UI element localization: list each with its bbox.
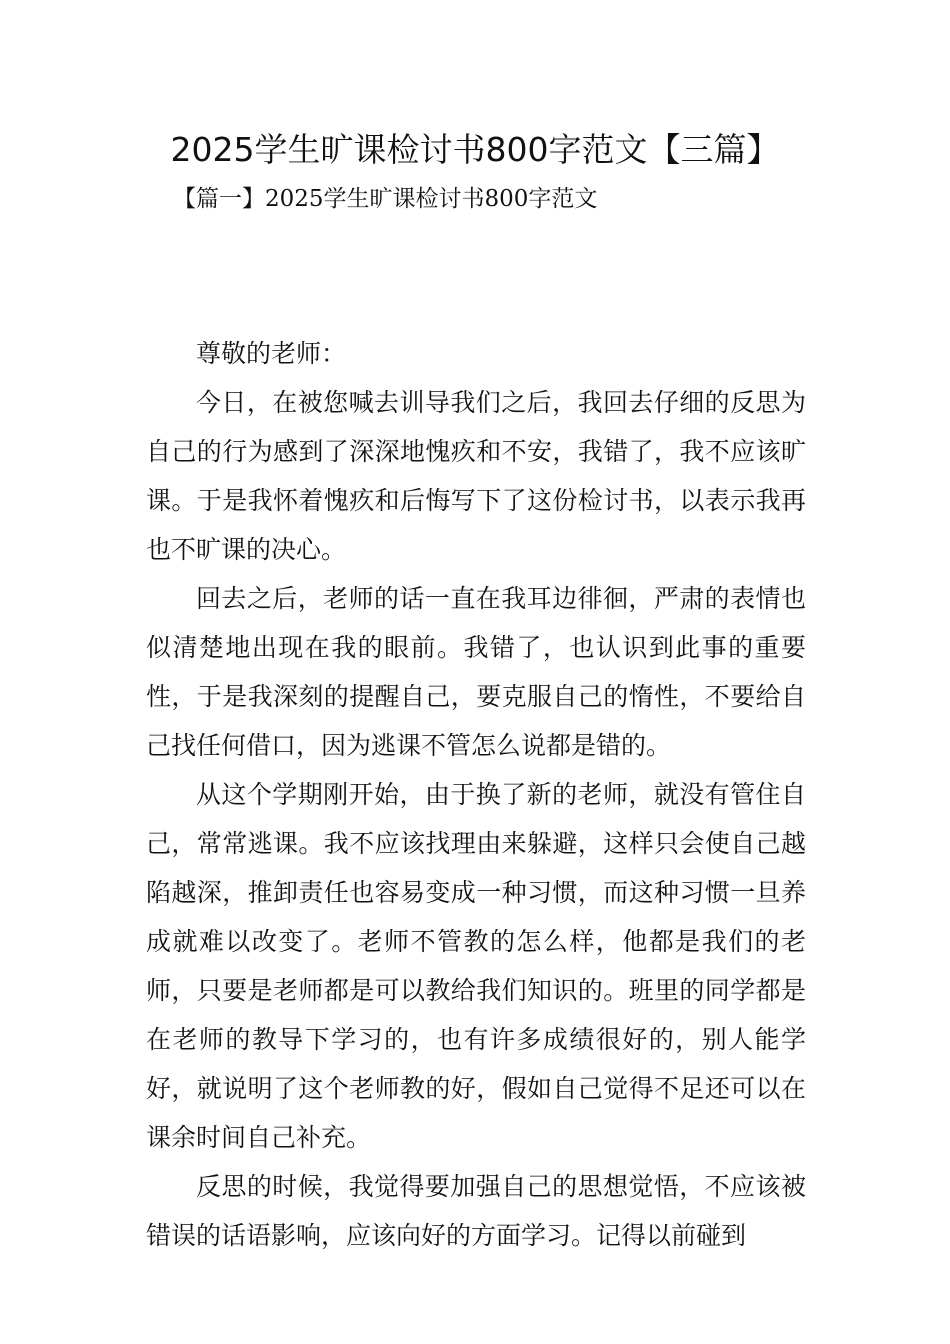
salutation: 尊敬的老师：	[196, 339, 347, 368]
document-title: 2025学生旷课检讨书800字范文【三篇】	[170, 130, 780, 169]
paragraph: 回去之后，老师的话一直在我耳边徘徊，严肃的表情也似清楚地出现在我的眼前。我错了，也认识到此事的重要性，于是我深刻的提醒自己，要克服自己的惰性，不要给自己找任何借口，因为逃课不管怎么说都是错的。	[146, 584, 806, 760]
document-body	[146, 329, 806, 1260]
paragraph: 今日，在被您喊去训导我们之后，我回去仔细的反思为自己的行为感到了深深地愧疚和不安，我错了，我不应该旷课。于是我怀着愧疚和后悔写下了这份检讨书，以表示我再也不旷课的决心。	[146, 388, 806, 564]
paragraph: 从这个学期刚开始，由于换了新的老师，就没有管住自己，常常逃课。我不应该找理由来躲避，这样只会使自己越陷越深，推卸责任也容易变成一种习惯，而这种习惯一旦养成就难以改变了。老师不管教的怎么样，他都是我们的老师，只要是老师都是可以教给我们知识的。班里的同学都是在老师的教导下学习的，也有许多成绩很好的，别人能学好，就说明了这个老师教的好，假如自己觉得不足还可以在课余时间自己补充。	[146, 780, 806, 1152]
section-heading: 【篇一】2025学生旷课检讨书800字范文	[173, 186, 598, 212]
paragraph: 反思的时候，我觉得要加强自己的思想觉悟，不应该被错误的话语影响，应该向好的方面学习。记得以前碰到	[146, 1172, 806, 1250]
